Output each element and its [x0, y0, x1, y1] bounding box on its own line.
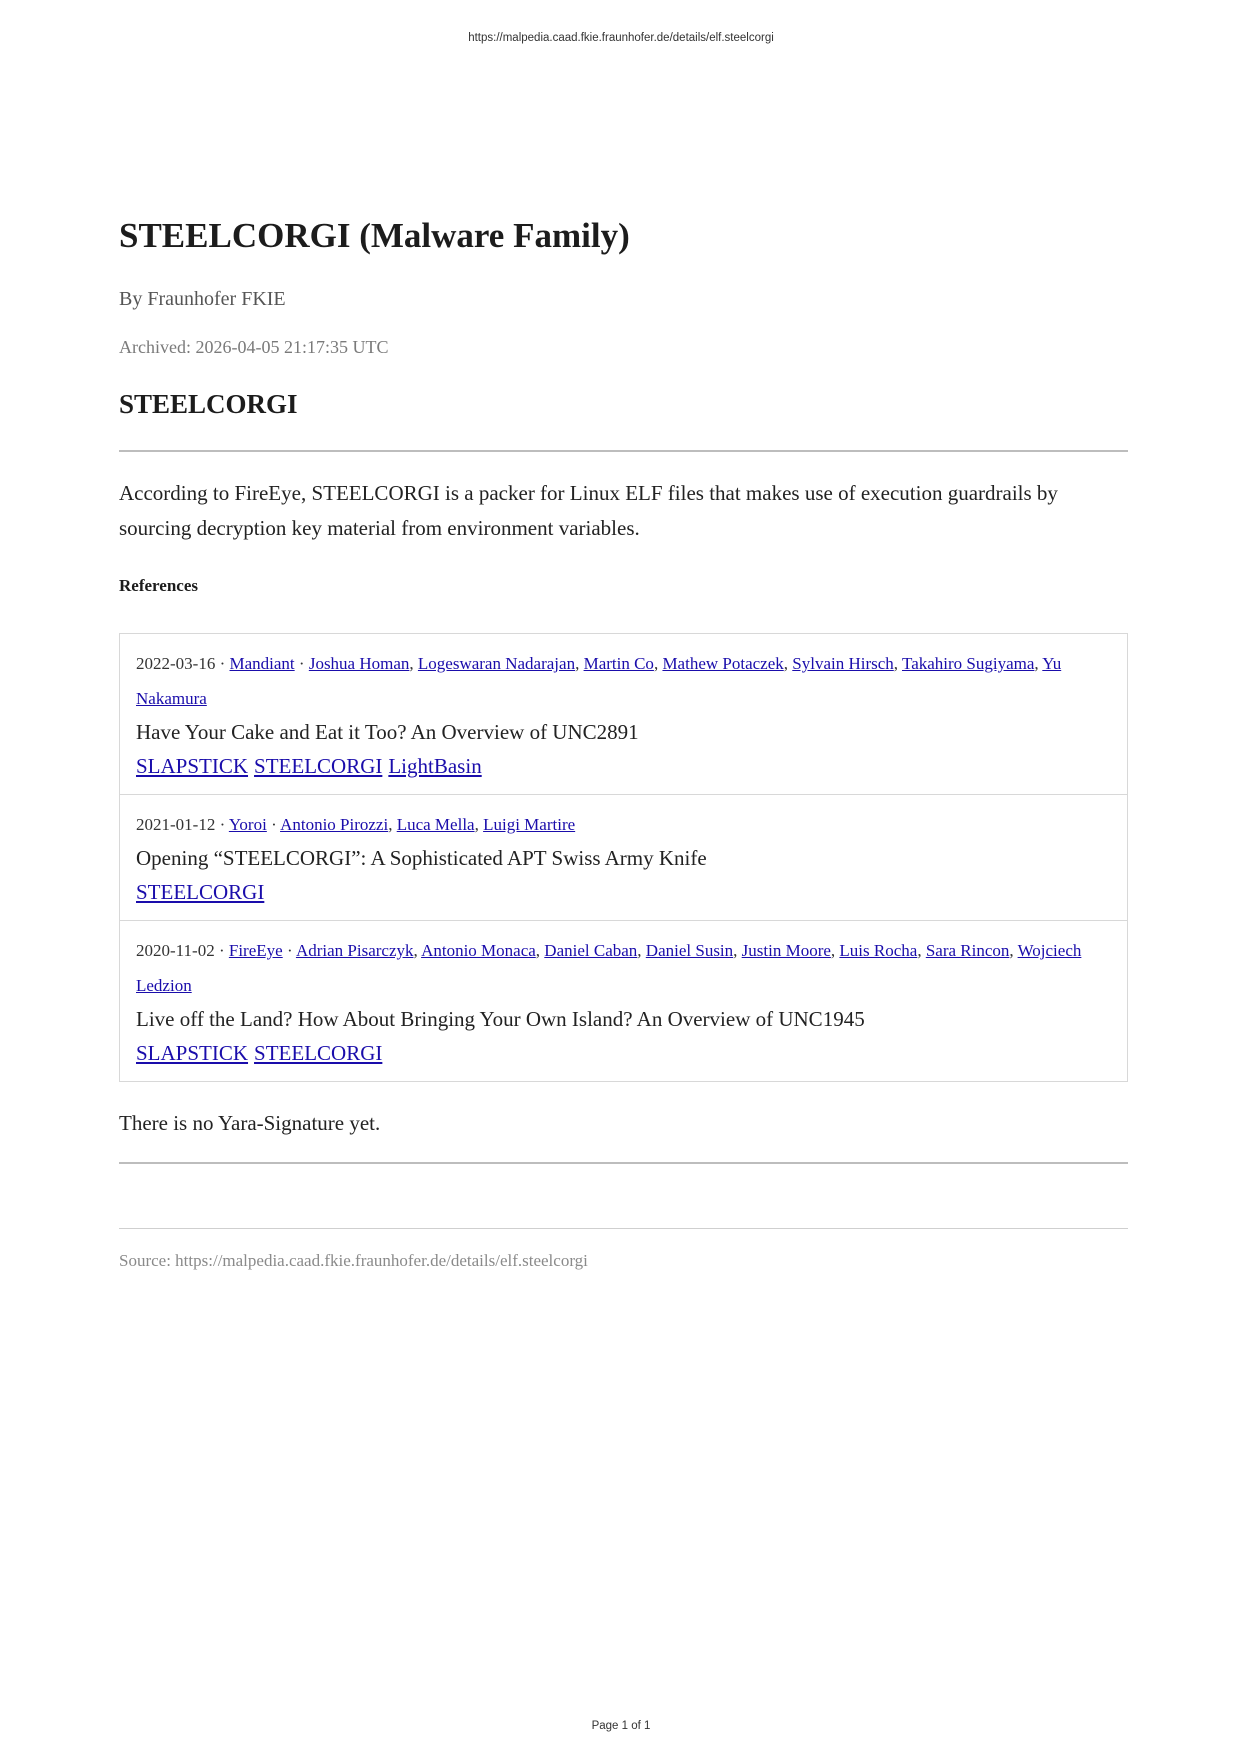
reference-entry	[120, 921, 1127, 1082]
family-heading: STEELCORGI	[119, 389, 298, 419]
reference-tags	[136, 748, 1111, 784]
reference-author-link[interactable]: Luca Mella	[396, 815, 475, 834]
divider	[119, 450, 1128, 452]
reference-title: Live off the Land? How About Bringing Your Own Island? An Overview of UNC1945	[136, 1007, 865, 1031]
reference-org-link[interactable]: FireEye	[228, 941, 283, 960]
reference-author-link[interactable]: Sara Rincon	[925, 941, 1010, 960]
reference-author-link[interactable]: Sylvain Hirsch	[792, 654, 894, 673]
reference-entry	[120, 634, 1127, 795]
reference-meta: 2022-03-16 · Mandiant · Joshua Homan, Logeswaran Nadarajan, Martin Co, Mathew Potaczek, Sylvain Hirsch, Takahiro Sugiyama, Yu Nakamura	[136, 654, 1062, 708]
reference-author-link[interactable]: Logeswaran Nadarajan	[417, 654, 576, 673]
family-tag-link[interactable]: SLAPSTICK	[136, 1041, 249, 1065]
divider	[119, 1162, 1128, 1164]
family-description: According to FireEye, STEELCORGI is a packer for Linux ELF files that makes use of execution guardrails by sourcing decryption key material from environment variables.	[119, 481, 1058, 540]
page-title: STEELCORGI (Malware Family)	[119, 216, 630, 255]
reference-org-link[interactable]: Yoroi	[228, 815, 267, 834]
reference-org-link[interactable]: Mandiant	[229, 654, 295, 673]
reference-author-link[interactable]: Yu Nakamura	[136, 654, 1062, 708]
page-content	[119, 212, 1128, 1273]
reference-title: Opening “STEELCORGI”: A Sophisticated APT Swiss Army Knife	[136, 846, 707, 870]
reference-tags	[136, 1035, 1111, 1071]
reference-date: 2022-03-16	[136, 654, 216, 673]
family-tag-link[interactable]: STEELCORGI	[136, 880, 265, 904]
reference-author-link[interactable]: Luis Rocha	[839, 941, 918, 960]
reference-author-link[interactable]: Antonio Monaca	[421, 941, 536, 960]
source-line: Source: https://malpedia.caad.fkie.fraunhofer.de/details/elf.steelcorgi	[119, 1251, 588, 1270]
reference-title: Have Your Cake and Eat it Too? An Overview of UNC2891	[136, 720, 639, 744]
references-table	[119, 633, 1128, 1082]
reference-date: 2020-11-02	[136, 941, 215, 960]
reference-entry	[120, 795, 1127, 921]
yara-note: There is no Yara-Signature yet.	[119, 1111, 381, 1135]
reference-date: 2021-01-12	[136, 815, 216, 834]
reference-author-link[interactable]: Takahiro Sugiyama	[902, 654, 1035, 673]
byline: By Fraunhofer FKIE	[119, 288, 286, 310]
reference-author-link[interactable]: Antonio Pirozzi	[280, 815, 389, 834]
reference-author-link[interactable]: Joshua Homan	[308, 654, 410, 673]
reference-author-link[interactable]: Wojciech Ledzion	[136, 941, 1082, 995]
family-tag-link[interactable]: STEELCORGI	[254, 1041, 383, 1065]
references-heading: References	[119, 576, 198, 595]
reference-author-link[interactable]: Justin Moore	[741, 941, 831, 960]
family-tag-link[interactable]: STEELCORGI	[254, 754, 383, 778]
reference-meta: 2021-01-12 · Yoroi · Antonio Pirozzi, Luca Mella, Luigi Martire	[136, 815, 576, 834]
divider	[119, 1228, 1128, 1229]
reference-tags	[136, 874, 1111, 910]
archived-timestamp: Archived: 2026-04-05 21:17:35 UTC	[119, 337, 389, 357]
reference-meta: 2020-11-02 · FireEye · Adrian Pisarczyk, Antonio Monaca, Daniel Caban, Daniel Susin, Justin Moore, Luis Rocha, Sara Rincon, Wojciech Ledzion	[136, 941, 1082, 995]
reference-author-link[interactable]: Martin Co	[583, 654, 654, 673]
reference-author-link[interactable]: Luigi Martire	[483, 815, 576, 834]
print-header-url: https://malpedia.caad.fkie.fraunhofer.de/details/elf.steelcorgi	[468, 32, 774, 44]
reference-author-link[interactable]: Adrian Pisarczyk	[295, 941, 414, 960]
reference-author-link[interactable]: Daniel Susin	[645, 941, 734, 960]
reference-author-link[interactable]: Daniel Caban	[544, 941, 638, 960]
family-tag-link[interactable]: LightBasin	[388, 754, 482, 778]
page-number: Page 1 of 1	[591, 1720, 651, 1732]
reference-author-link[interactable]: Mathew Potaczek	[662, 654, 784, 673]
family-tag-link[interactable]: SLAPSTICK	[136, 754, 249, 778]
